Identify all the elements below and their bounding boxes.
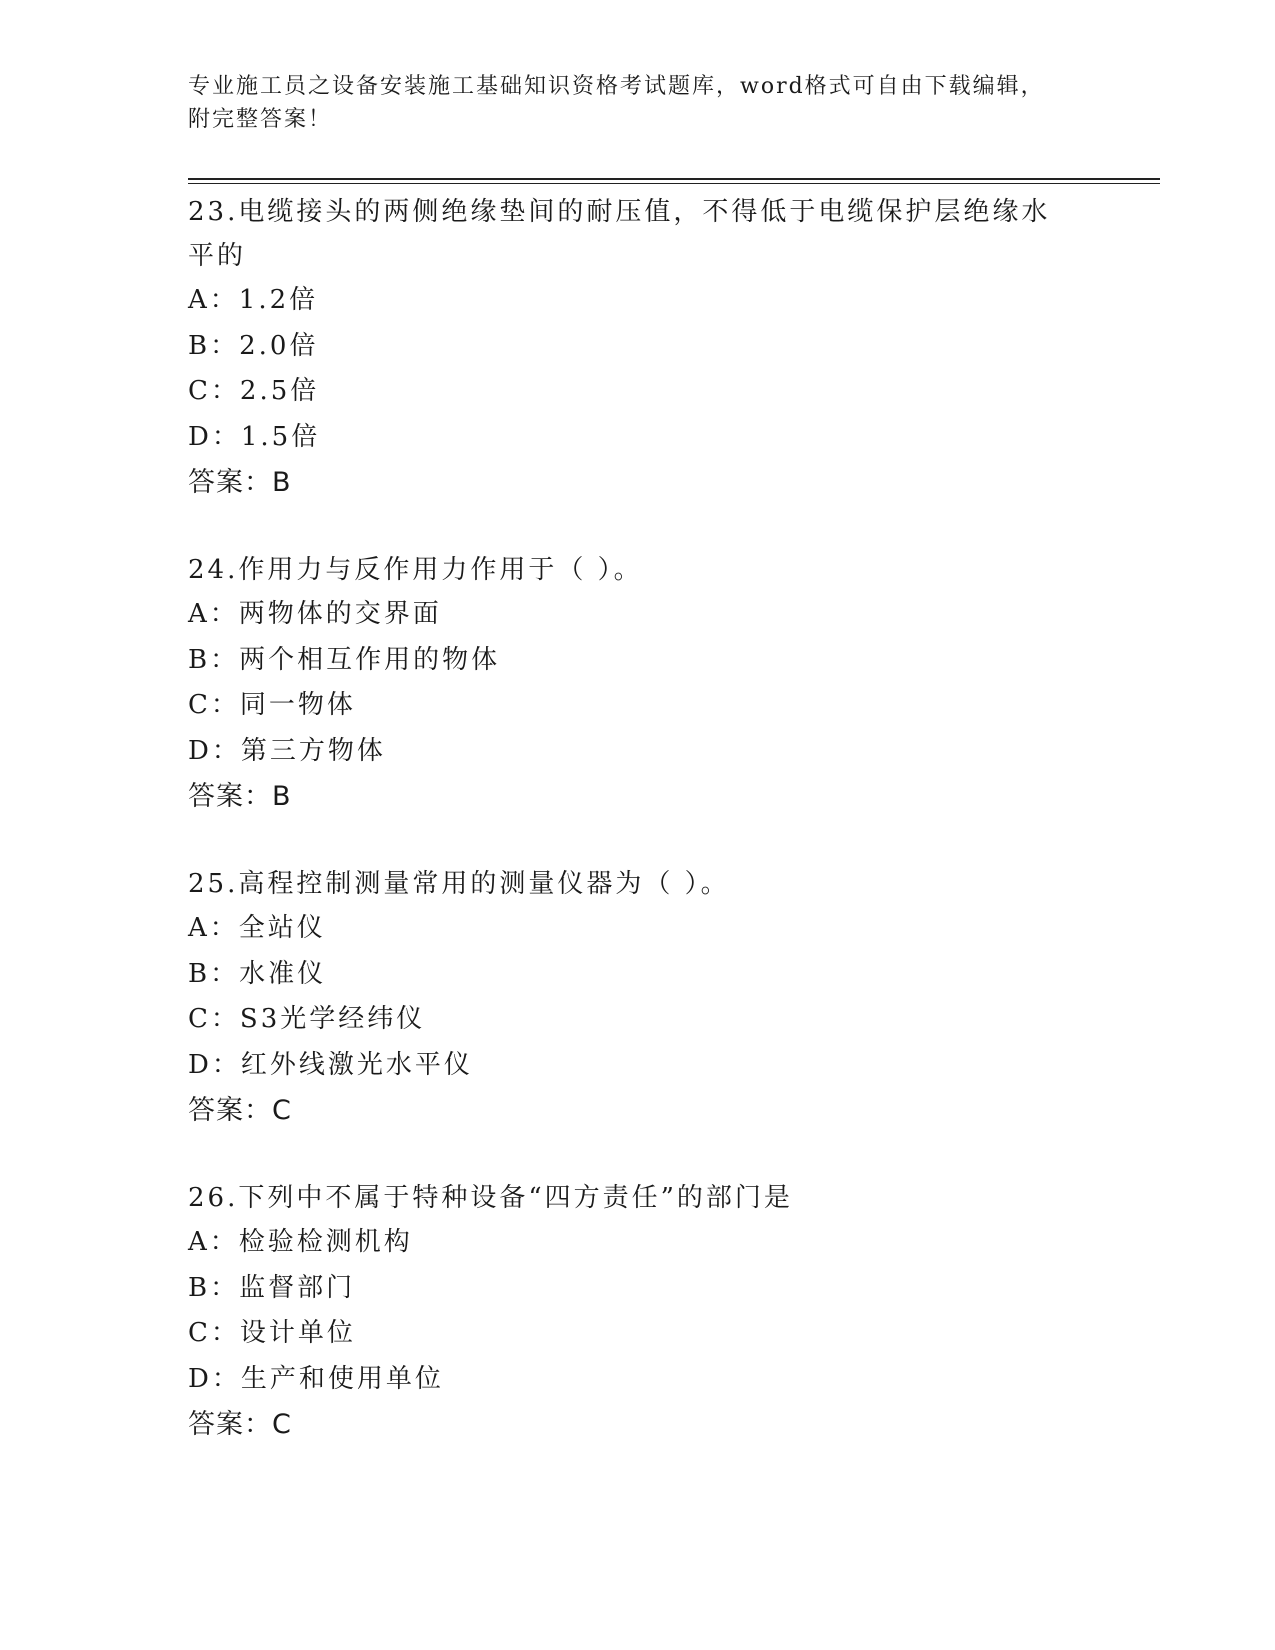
option-c	[188, 683, 1088, 729]
header-line-2: 附完整答案！	[188, 107, 333, 132]
option-a	[188, 278, 1088, 324]
option-letter: C：	[188, 1318, 240, 1348]
option-letter: A：	[188, 285, 239, 315]
question-26	[188, 1176, 1088, 1447]
option-letter: C：	[188, 376, 240, 406]
option-text: 两个相互作用的物体	[239, 644, 501, 675]
option-letter: B：	[188, 1272, 240, 1303]
answer: 答案：B	[188, 781, 292, 812]
option-text: 2.5倍	[239, 376, 320, 406]
option-text: 水准仪	[239, 958, 327, 989]
option-text: 同一物体	[239, 690, 356, 720]
header-divider-thick	[188, 178, 1160, 180]
option-letter: D：	[188, 1049, 241, 1080]
option-letter: A：	[188, 599, 239, 629]
option-b	[188, 638, 1088, 684]
option-text: 全站仪	[238, 913, 326, 943]
option-text: 1.2倍	[238, 285, 319, 315]
answer: 答案：B	[188, 467, 292, 498]
option-letter: C：	[188, 690, 240, 720]
option-d	[188, 1357, 1088, 1403]
option-text: 监督部门	[239, 1272, 356, 1303]
option-d	[188, 729, 1088, 775]
option-text: S3光学经纬仪	[239, 1004, 426, 1034]
option-letter: B：	[188, 644, 240, 675]
option-letter: C：	[188, 1004, 240, 1034]
question-24	[188, 548, 1088, 819]
option-text: 红外线激光水平仪	[240, 1049, 473, 1080]
option-c	[188, 1311, 1088, 1357]
option-b	[188, 324, 1088, 370]
question-stem: 26.下列中不属于特种设备“四方责任”的部门是	[188, 1183, 793, 1213]
option-b	[188, 1266, 1088, 1312]
option-c	[188, 997, 1088, 1043]
document-header	[188, 70, 1088, 136]
answer: 答案：C	[188, 1095, 292, 1126]
option-letter: D：	[188, 421, 241, 452]
question-stem: 25.高程控制测量常用的测量仪器为（ ）。	[188, 869, 730, 899]
option-text: 1.5倍	[240, 421, 321, 452]
option-letter: A：	[188, 913, 239, 943]
option-b	[188, 952, 1088, 998]
option-a	[188, 1220, 1088, 1266]
header-divider-thin	[188, 183, 1160, 184]
option-text: 2.0倍	[239, 330, 319, 361]
question-stem: 23.电缆接头的两侧绝缘垫间的耐压值，不得低于电缆保护层绝缘水平的	[188, 197, 1051, 271]
option-d	[188, 415, 1088, 461]
question-list	[188, 190, 1088, 1490]
option-letter: B：	[188, 330, 240, 361]
option-a	[188, 592, 1088, 638]
answer: 答案：C	[188, 1409, 292, 1440]
question-23	[188, 190, 1088, 505]
option-text: 设计单位	[239, 1318, 356, 1348]
option-c	[188, 369, 1088, 415]
question-25	[188, 862, 1088, 1133]
option-text: 第三方物体	[240, 735, 386, 766]
question-stem: 24.作用力与反作用力作用于（ ）。	[188, 555, 643, 585]
option-letter: B：	[188, 958, 240, 989]
option-letter: D：	[188, 1363, 241, 1394]
header-line-1: 专业施工员之设备安装施工基础知识资格考试题库，word格式可自由下载编辑，	[188, 74, 1045, 99]
option-a	[188, 906, 1088, 952]
option-letter: A：	[188, 1227, 239, 1257]
option-text: 检验检测机构	[238, 1227, 413, 1257]
option-text: 生产和使用单位	[240, 1363, 444, 1394]
option-text: 两物体的交界面	[238, 599, 442, 629]
option-letter: D：	[188, 735, 241, 766]
option-d	[188, 1043, 1088, 1089]
